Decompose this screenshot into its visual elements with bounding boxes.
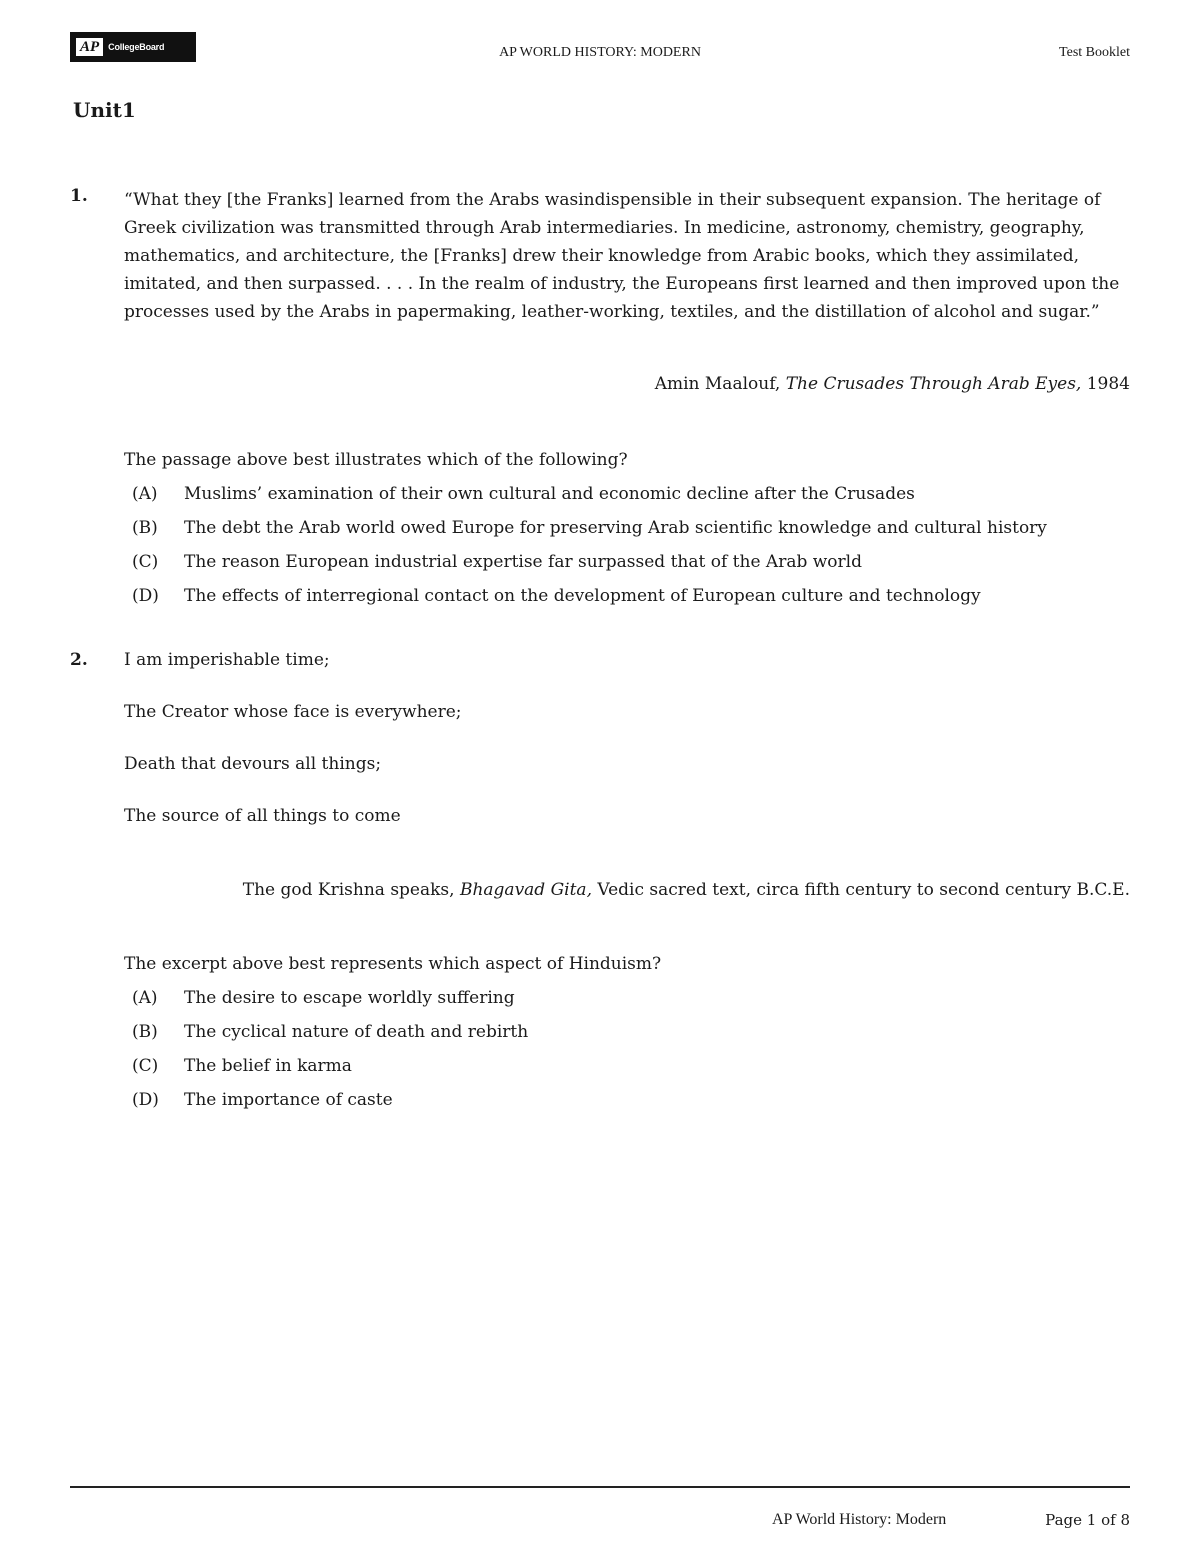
question-number: 2. bbox=[70, 650, 88, 670]
answer-choice[interactable]: (B) The cyclical nature of death and rebirth bbox=[132, 1022, 529, 1042]
page-header bbox=[70, 30, 1130, 64]
page-number: Page 1 of 8 bbox=[1045, 1511, 1130, 1529]
collegeboard-wordmark: CollegeBoard bbox=[108, 42, 165, 52]
unit-title: Unit1 bbox=[73, 98, 136, 122]
footer-course-title: AP World History: Modern bbox=[772, 1511, 947, 1528]
answer-choice[interactable]: (B) The debt the Arab world owed Europe for preserving Arab scientific knowledge and cultural history bbox=[132, 518, 1047, 538]
answer-choice[interactable]: (C) The reason European industrial expertise far surpassed that of the Arab world bbox=[132, 552, 862, 572]
question-2-attribution: The god Krishna speaks, Bhagavad Gita, Vedic sacred text, circa fifth century to second century B.C.E. bbox=[242, 880, 1130, 900]
poem-line: Death that devours all things; bbox=[124, 754, 382, 774]
question-number: 1. bbox=[70, 186, 88, 206]
poem-line: I am imperishable time; bbox=[124, 650, 330, 670]
answer-choice[interactable]: (A) Muslims’ examination of their own cultural and economic decline after the Crusades bbox=[132, 484, 915, 504]
question-1-passage: “What they [the Franks] learned from the Arabs wasindispensible in their subsequent expansion. The heritage of Greek civilization was transmitted through Arab intermediaries. In medicine, astronomy, chemistry, geography, mathematics, and architecture, the [Franks] drew their knowledge from Arabic books, which they assimilated, imitated, and then surpassed. . . . In the realm of industry, the Europeans first learned and then improved upon the processes used by the Arabs in papermaking, leather-working, textiles, and the distillation of alcohol and sugar.” bbox=[124, 190, 1120, 322]
answer-choice[interactable]: (C) The belief in karma bbox=[132, 1056, 352, 1076]
footer-divider bbox=[70, 1486, 1130, 1488]
ap-logo-mark: AP bbox=[76, 38, 103, 56]
poem-line: The Creator whose face is everywhere; bbox=[124, 702, 462, 722]
question-1 bbox=[70, 186, 1130, 620]
poem-line: The source of all things to come bbox=[124, 806, 401, 826]
question-2-stem: The excerpt above best represents which aspect of Hinduism? bbox=[124, 954, 662, 974]
header-booklet-label: Test Booklet bbox=[1059, 45, 1130, 60]
question-1-attribution: Amin Maalouf, The Crusades Through Arab Eyes, 1984 bbox=[654, 374, 1130, 394]
answer-choice[interactable]: (D) The effects of interregional contact on the development of European culture and technology bbox=[132, 586, 981, 606]
answer-choice[interactable]: (D) The importance of caste bbox=[132, 1090, 393, 1110]
answer-choice[interactable]: (A) The desire to escape worldly suffering bbox=[132, 988, 515, 1008]
question-2 bbox=[70, 650, 1130, 1124]
question-1-stem: The passage above best illustrates which of the following? bbox=[124, 450, 628, 470]
question-1-choices bbox=[124, 484, 1130, 620]
question-2-choices bbox=[124, 988, 1130, 1124]
header-title: AP WORLD HISTORY: MODERN bbox=[499, 45, 701, 60]
